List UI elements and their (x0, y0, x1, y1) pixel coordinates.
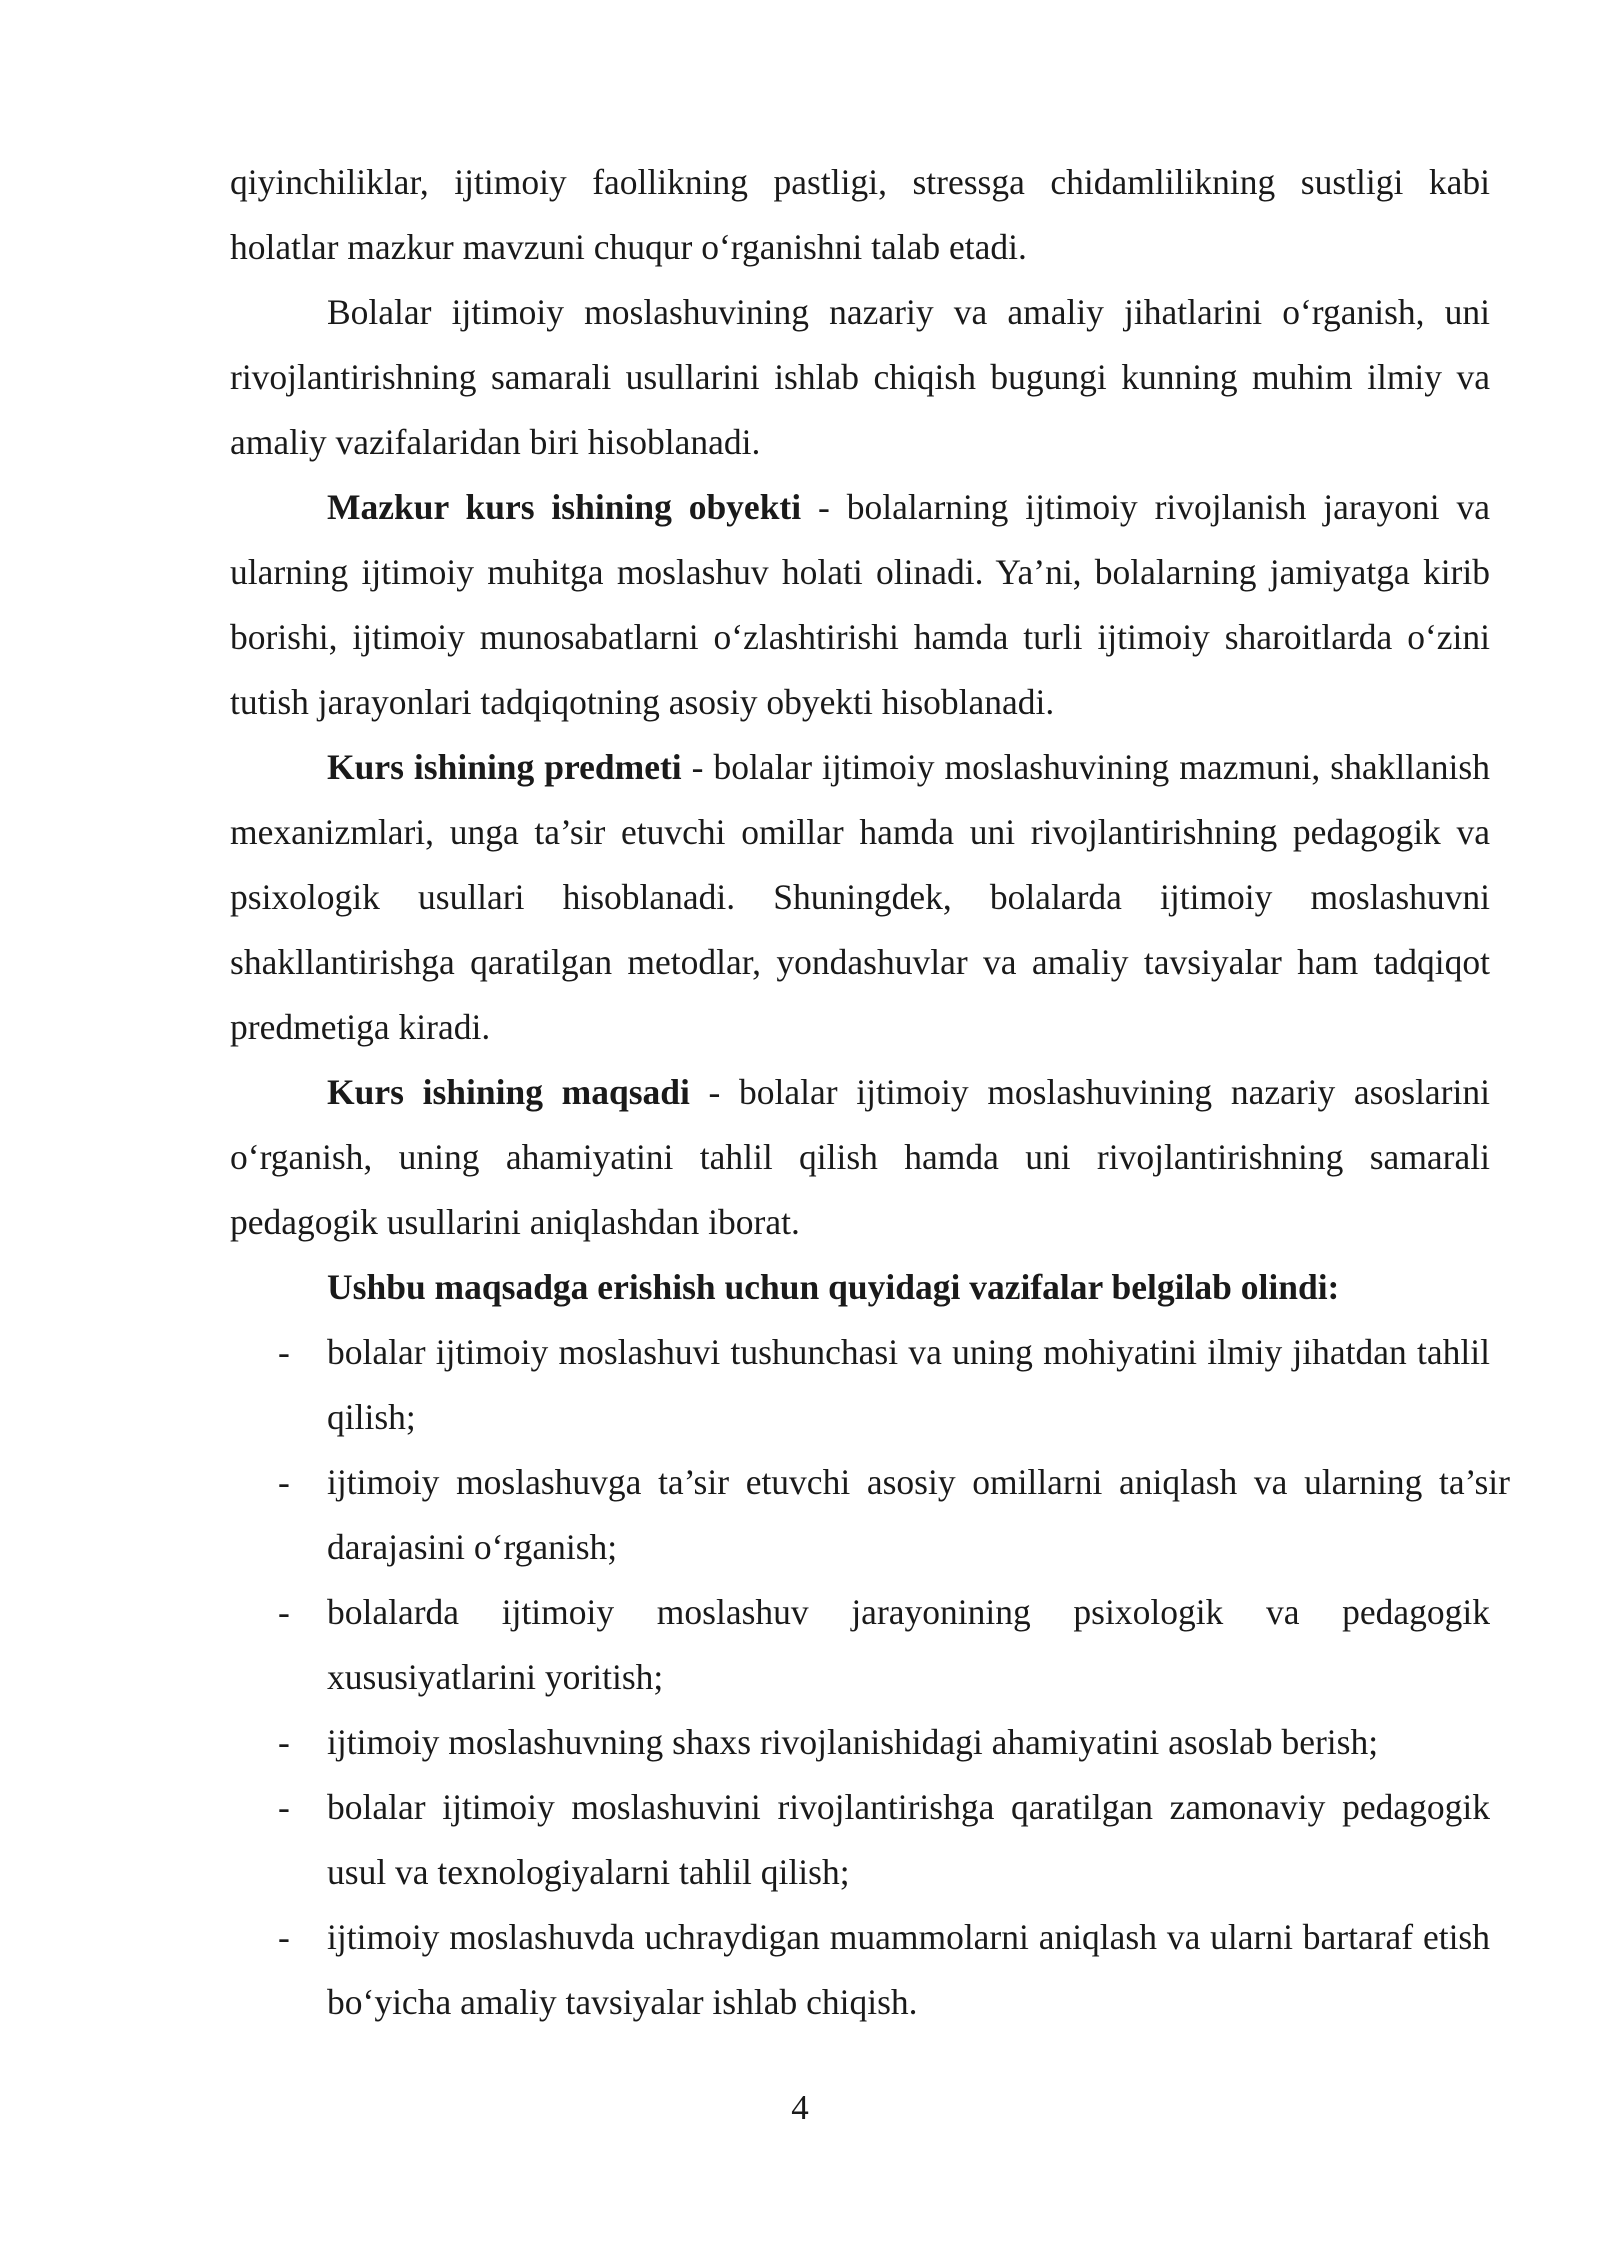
tasks-list (230, 1320, 1510, 2035)
paragraph-object (230, 475, 1490, 735)
paragraph-object-text: - bolalarning ijtimoiy rivojlanish jarayoni va ularning ijtimoiy muhitga moslashuv holati olinadi. Ya’ni, bolalarning jamiyatga kirib borishi, ijtimoiy munosabatlarni o‘zlashtirishi hamda turli ijtimoiy sharoitlarda o‘zini tutish jarayonlari tadqiqotning asosiy obyekti hisoblanadi. (230, 487, 1490, 722)
list-item (230, 1710, 1490, 1775)
paragraph-subject-text: - bolalar ijtimoiy moslashuvining mazmuni, shakllanish mexanizmlari, unga ta’sir etuvchi omillar hamda uni rivojlantirishning pedagogik va psixologik usullari hisoblanadi. Shuningdek, bolalarda ijtimoiy moslashuvni shakllantirishga qaratilgan metodlar, yondashuvlar va amaliy tavsiyalar ham tadqiqot predmetiga kiradi. (230, 747, 1490, 1047)
list-item-text: ijtimoiy moslashuvga ta’sir etuvchi asosiy omillarni aniqlash va ularning ta’sir darajasini o‘rganish; (327, 1462, 1510, 1567)
tasks-heading: Ushbu maqsadga erishish uchun quyidagi vazifalar belgilab olindi: (327, 1267, 1340, 1307)
paragraph-object-lead: Mazkur kurs ishining obyekti (327, 487, 802, 527)
dash-bullet-icon: - (278, 1592, 290, 1632)
list-item-text: bolalarda ijtimoiy moslashuv jarayonining psixologik va pedagogik xususiyatlarini yoritish; (327, 1592, 1490, 1697)
list-item-text: bolalar ijtimoiy moslashuvini rivojlantirishga qaratilgan zamonaviy pedagogik usul va texnologiyalarni tahlil qilish; (327, 1787, 1490, 1892)
list-item (230, 1775, 1490, 1905)
page-number: 4 (791, 2088, 809, 2127)
list-item (230, 1320, 1490, 1450)
dash-bullet-icon: - (278, 1332, 290, 1372)
paragraph-subject-lead: Kurs ishining predmeti (327, 747, 682, 787)
dash-bullet-icon: - (278, 1722, 290, 1762)
paragraph-subject (230, 735, 1490, 1060)
dash-bullet-icon: - (278, 1917, 290, 1957)
paragraph-goal-lead: Kurs ishining maqsadi (327, 1072, 690, 1112)
dash-bullet-icon: - (278, 1787, 290, 1827)
list-item (230, 1580, 1490, 1710)
document-page (230, 150, 1510, 2035)
paragraph-continuation: qiyinchiliklar, ijtimoiy faollikning pastligi, stressga chidamlilikning sustligi kabi holatlar mazkur mavzuni chuqur o‘rganishni talab etadi. (230, 162, 1490, 267)
paragraph-relevance: Bolalar ijtimoiy moslashuvining nazariy va amaliy jihatlarini o‘rganish, uni rivojlantirishning samarali usullarini ishlab chiqish bugungi kunning muhim ilmiy va amaliy vazifalaridan biri hisoblanadi. (230, 292, 1490, 462)
paragraph-goal-text: - bolalar ijtimoiy moslashuvining nazariy asoslarini o‘rganish, uning ahamiyatini tahlil qilish hamda uni rivojlantirishning samarali pedagogik usullarini aniqlashdan iborat. (230, 1072, 1490, 1242)
list-item-text: ijtimoiy moslashuvda uchraydigan muammolarni aniqlash va ularni bartaraf etish bo‘yicha amaliy tavsiyalar ishlab chiqish. (327, 1917, 1490, 2022)
paragraph-goal (230, 1060, 1490, 1255)
list-item-text: ijtimoiy moslashuvning shaxs rivojlanishidagi ahamiyatini asoslab berish; (327, 1722, 1379, 1762)
list-item (230, 1450, 1510, 1580)
list-item-text: bolalar ijtimoiy moslashuvi tushunchasi va uning mohiyatini ilmiy jihatdan tahlil qilish; (327, 1332, 1490, 1437)
list-item (230, 1905, 1490, 2035)
dash-bullet-icon: - (278, 1462, 290, 1502)
